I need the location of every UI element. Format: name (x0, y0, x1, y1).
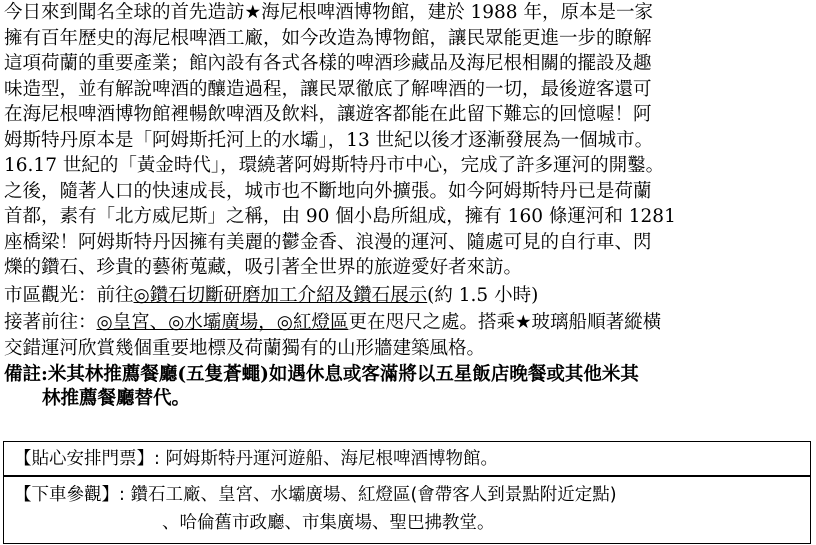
palace-square-highlight: ◎皇宮、◎水壩廣場，◎紅燈區 (96, 312, 349, 333)
diamond-tour-highlight: ◎鑽石切斷研磨加工介紹及鑽石展示 (133, 284, 428, 306)
next-stop-label: 接著前往： (4, 312, 97, 333)
next-stop-line-2: 交錯運河欣賞幾個重要地標及荷蘭獨有的山形牆建築風格。 (4, 337, 486, 359)
stops-value: : 鑽石工廠、皇宮、水壩廣場、紅燈區(會帶客人到景點附近定點) (119, 485, 617, 505)
intro-line: 這項荷蘭的重要產業；館內設有各式各樣的啤酒珍藏品及海尼根相關的擺設及趣 (4, 53, 652, 74)
intro-line: 姆斯特丹原本是「阿姆斯托河上的水壩」，13 世紀以後才逐漸發展為一個城市。 (4, 129, 654, 151)
tickets-label: 【貼心安排門票】 (14, 449, 154, 469)
stops-line-2: 、哈倫舊市政廳、市集廣場、聖巴拂教堂。 (162, 513, 495, 533)
tickets-value: : 阿姆斯特丹運河遊船、海尼根啤酒博物館。 (154, 449, 498, 469)
remark-line: 備註:米其林推薦餐廳(五隻蒼蠅)如遇休息或客滿將以五星飯店晚餐或其他米其 (4, 364, 639, 385)
intro-line: 16.17 世紀的「黃金時代」，環繞著阿姆斯特丹市中心，完成了許多運河的開鑿。 (4, 155, 665, 176)
intro-line: 爍的鑽石、珍貴的藝術蒐藏，吸引著全世界的旅遊愛好者來訪。 (4, 257, 523, 278)
stops-line (14, 481, 810, 509)
tickets-box (3, 441, 811, 476)
intro-line: 座橋梁！阿姆斯特丹因擁有美麗的鬱金香、浪漫的運河、隨處可見的自行車、閃 (4, 231, 652, 253)
city-tour-duration: (約 1.5 小時) (427, 284, 539, 306)
remark-line: 林推薦餐廳替代。 (42, 388, 191, 409)
intro-text: ，建於 1988 年，原本是一家 (409, 2, 653, 23)
stops-label: 【下車參觀】 (14, 485, 119, 505)
intro-line: 擁有百年歷史的海尼根啤酒工廠，如今改造為博物館，讓民眾能更進一步的瞭解 (4, 27, 652, 49)
remark-note (4, 363, 812, 411)
itinerary-document (4, 0, 812, 411)
glass-boat-highlight: ★玻璃船 (514, 312, 588, 333)
intro-line: 首都，素有「北方威尼斯」之稱，由 90 個小島所組成，擁有 160 條運河和 1281 (4, 206, 676, 227)
intro-line: 之後，隨著人口的快速成長，城市也不斷地向外擴張。如今阿姆斯特丹已是荷蘭 (4, 180, 652, 202)
next-stop-text: 更在咫尺之處。搭乘 (348, 312, 515, 333)
intro-line: 在海尼根啤酒博物館裡暢飲啤酒及飲料，讓遊客都能在此留下難忘的回憶喔！阿 (4, 104, 652, 125)
city-tour-label: 市區觀光：前往 (4, 284, 134, 306)
next-stop-text: 順著縱橫 (587, 312, 662, 333)
intro-paragraph (4, 0, 812, 281)
heineken-museum-highlight: ★海尼根啤酒博物館 (244, 2, 410, 23)
next-stop-line (4, 310, 812, 336)
stops-box (3, 476, 811, 544)
intro-text: 今日來到聞名全球的首先造訪 (4, 2, 245, 23)
intro-line: 味造型，並有解說啤酒的釀造過程，讓民眾徹底了解啤酒的一切，最後遊客還可 (4, 78, 652, 100)
intro-line (4, 0, 812, 26)
city-tour-line (4, 283, 812, 309)
